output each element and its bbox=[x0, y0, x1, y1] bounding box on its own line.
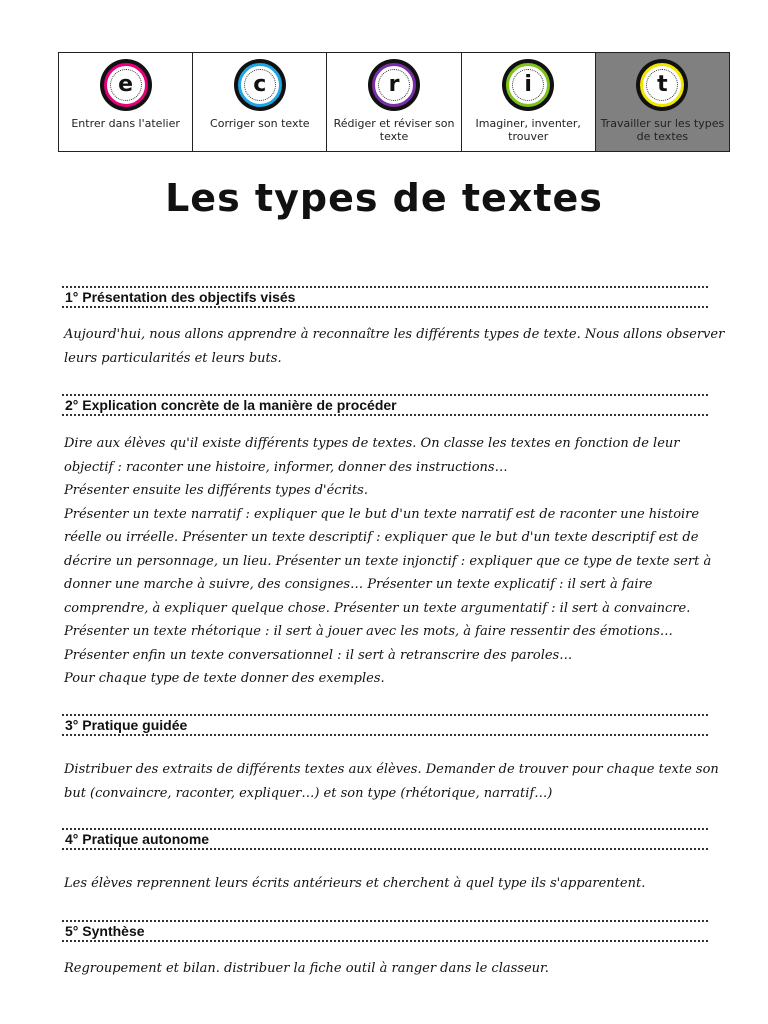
ecrit-header-table bbox=[58, 52, 730, 152]
header-cell-label: Imaginer, inventer, trouver bbox=[475, 117, 581, 143]
badge-letter: i bbox=[524, 72, 532, 97]
badge-letter: r bbox=[388, 72, 400, 97]
badge-letter: t bbox=[657, 72, 668, 97]
badge-e-icon bbox=[100, 59, 152, 111]
paragraph: Pour chaque type de texte donner des exemples. bbox=[64, 671, 385, 686]
header-cell-r bbox=[327, 53, 461, 151]
section-body bbox=[64, 872, 728, 896]
section-body bbox=[64, 432, 728, 691]
header-cell-label: Corriger son texte bbox=[210, 117, 310, 130]
section-heading: 3° Pratique guidée bbox=[62, 714, 708, 736]
header-cell-label: Entrer dans l'atelier bbox=[71, 117, 180, 130]
section-heading: 5° Synthèse bbox=[62, 920, 708, 942]
paragraph: Aujourd'hui, nous allons apprendre à reconnaître les différents types de texte. Nous allons observer leurs particularités et leurs buts. bbox=[64, 327, 725, 366]
badge-r-icon bbox=[368, 59, 420, 111]
badge-letter: c bbox=[253, 72, 267, 97]
section-body bbox=[64, 957, 728, 981]
badge-letter: e bbox=[118, 72, 134, 97]
badge-i-icon bbox=[502, 59, 554, 111]
paragraph: Dire aux élèves qu'il existe différents types de textes. On classe les textes en fonction de leur objectif : raconter une histoire, informer, donner des instructions… bbox=[64, 436, 680, 475]
header-cell-label: Travailler sur les types de textes bbox=[600, 117, 725, 143]
paragraph: Regroupement et bilan. distribuer la fiche outil à ranger dans le classeur. bbox=[64, 961, 549, 976]
section-body bbox=[64, 323, 728, 370]
section-heading: 2° Explication concrète de la manière de procéder bbox=[62, 394, 708, 416]
paragraph: Distribuer des extraits de différents textes aux élèves. Demander de trouver pour chaque texte son but (convaincre, raconter, expliquer…) et son type (rhétorique, narratif…) bbox=[64, 762, 719, 801]
header-cell-e bbox=[59, 53, 193, 151]
header-cell-label: Rédiger et réviser son texte bbox=[333, 117, 455, 143]
header-cell-i bbox=[462, 53, 596, 151]
header-cell-c bbox=[193, 53, 327, 151]
section-body bbox=[64, 758, 728, 805]
section-heading: 1° Présentation des objectifs visés bbox=[62, 286, 708, 308]
paragraph: Les élèves reprennent leurs écrits antérieurs et cherchent à quel type ils s'apparentent. bbox=[64, 876, 646, 891]
page-title: Les types de textes bbox=[165, 176, 603, 220]
paragraph: Présenter un texte narratif : expliquer que le but d'un texte narratif est de raconter une histoire réelle ou irréelle. Présenter un texte descriptif : expliquer que le but d'un texte descriptif est de décrire un personnage, un lieu. Présenter un texte injonctif : expliquer que ce type de texte sert à donner une marche à suivre, des consignes… Présenter un texte explicatif : il sert à faire comprendre, à expliquer quelque chose. Présenter un texte argumentatif : il sert à convaincre. Présenter un texte rhétorique : il sert à jouer avec les mots, à faire ressentir des émotions… Présenter enfin un texte conversationnel : il sert à retranscrire des paroles… bbox=[64, 506, 712, 663]
section-heading: 4° Pratique autonome bbox=[62, 828, 708, 850]
paragraph: Présenter ensuite les différents types d'écrits. bbox=[64, 483, 368, 498]
badge-t-icon bbox=[636, 59, 688, 111]
header-cell-t bbox=[596, 53, 729, 151]
badge-c-icon bbox=[234, 59, 286, 111]
